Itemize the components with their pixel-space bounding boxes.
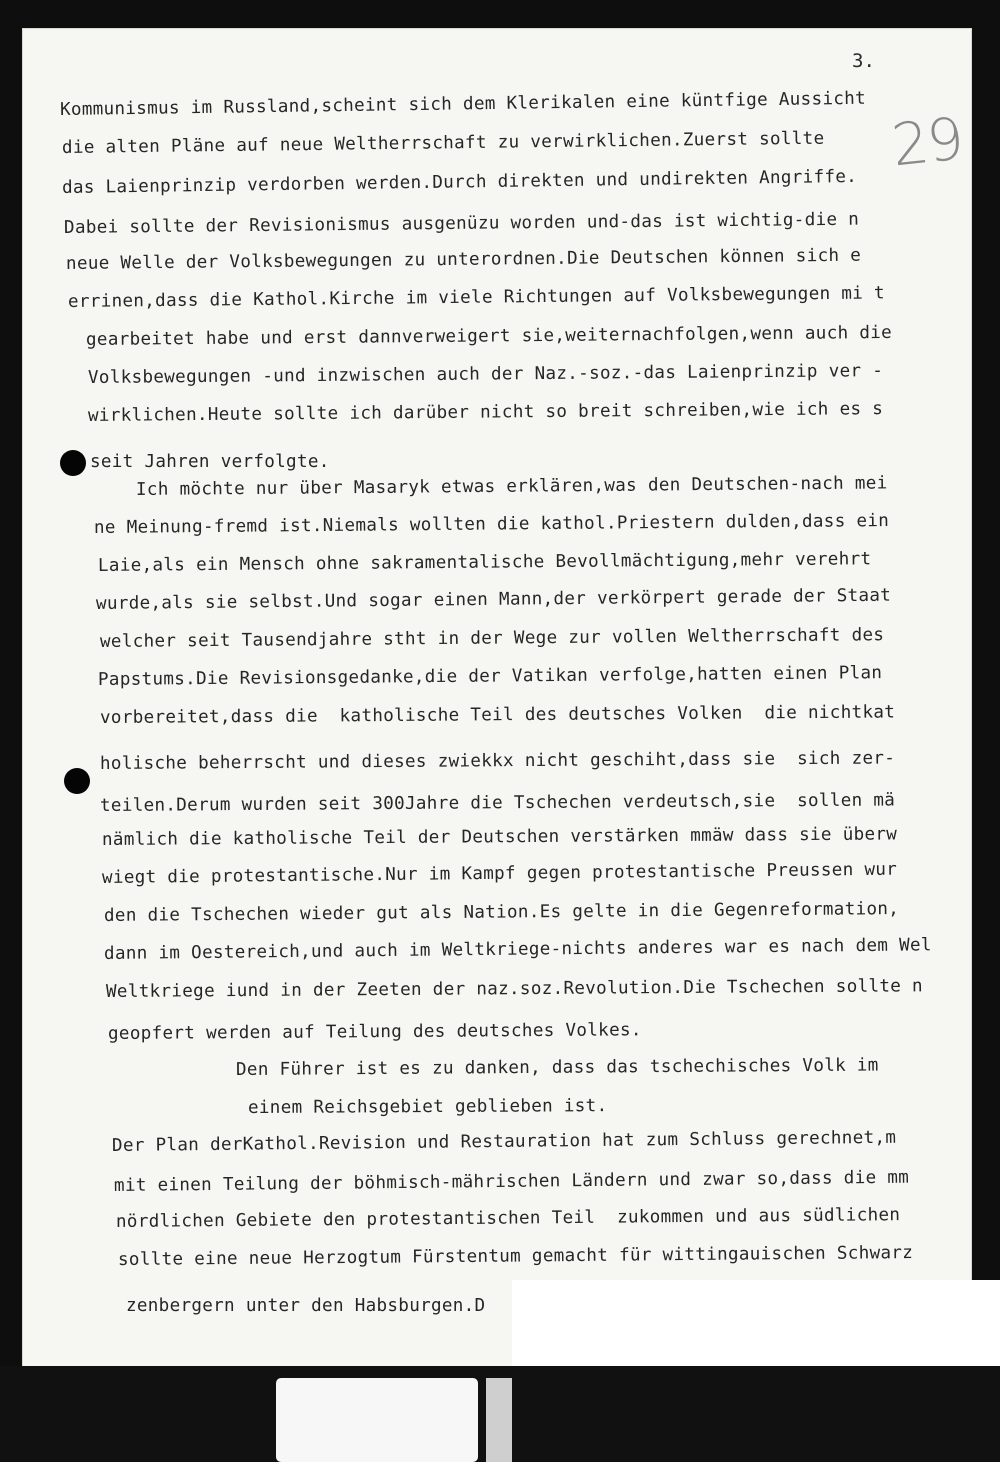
text-line: geopfert werden auf Teilung des deutsches Volkes. bbox=[107, 1020, 642, 1044]
text-line: gearbeitet habe und erst dannverweigert sie,weiternachfolgen,wenn auch die bbox=[85, 322, 893, 350]
text-line: teilen.Derum wurden seit 300Jahre die Tschechen verdeutsch,sie sollen mä bbox=[99, 790, 896, 816]
text-line: Kommunismus im Russland,scheint sich dem Klerikalen eine küntfige Aussicht bbox=[59, 88, 867, 120]
punch-hole bbox=[64, 768, 90, 794]
text-line: wurde,als sie selbst.Und sogar einen Mann,der verkörpert gerade der Staat bbox=[95, 585, 892, 614]
text-line: das Laienprinzip verdorben werden.Durch direkten und undirekten Angriffe. bbox=[61, 166, 858, 198]
punch-hole bbox=[60, 450, 86, 476]
text-line: Der Plan derKathol.Revision und Restauration hat zum Schluss gerechnet,m bbox=[111, 1127, 897, 1156]
text-line: Weltkriege iund in der Zeeten der naz.soz.Revolution.Die Tschechen sollte n bbox=[105, 976, 923, 1002]
text-line: nördlichen Gebiete den protestantischen Teil zukommen und aus südlichen bbox=[115, 1205, 901, 1232]
text-line: holische beherrscht und dieses zwiekkx nicht geschiht,dass sie sich zer- bbox=[99, 748, 896, 774]
label-card bbox=[276, 1378, 478, 1462]
page-number: 3. bbox=[852, 50, 875, 72]
text-line: Laie,als ein Mensch ohne sakramentalische Bevollmächtigung,mehr verehrt bbox=[97, 549, 872, 576]
text-line: ne Meinung-fremd ist.Niemals wollten die kathol.Priestern dulden,dass ein bbox=[93, 511, 890, 538]
text-line: sollte eine neue Herzogtum Fürstentum gemacht für wittingauischen Schwarz bbox=[117, 1243, 914, 1270]
text-line: Ich möchte nur über Masaryk etwas erklären,was den Deutschen-nach mei bbox=[135, 473, 888, 500]
text-line: neue Welle der Volksbewegungen zu unterordnen.Die Deutschen können sich e bbox=[65, 245, 862, 274]
text-line: nämlich die katholische Teil der Deutschen verstärken mmäw dass sie überw bbox=[101, 824, 898, 850]
text-line: vorbereitet,dass die katholische Teil des deutsches Volken die nichtkat bbox=[99, 702, 896, 728]
handwritten-annotation: 29 bbox=[888, 104, 966, 180]
text-line: die alten Pläne auf neue Weltherrschaft zu verwirklichen.Zuerst sollte bbox=[61, 128, 825, 158]
text-line: wiegt die protestantische.Nur im Kampf gegen protestantische Preussen wur bbox=[101, 859, 898, 888]
text-line: den die Tschechen wieder gut als Nation.Es gelte in die Gegenreformation, bbox=[103, 899, 900, 926]
text-line: Volksbewegungen -und inzwischen auch der Naz.-soz.-das Laienprinzip ver - bbox=[87, 361, 884, 388]
text-line: einem Reichsgebiet geblieben ist. bbox=[247, 1096, 608, 1118]
text-line: zenbergern unter den Habsburgen.D bbox=[126, 1296, 486, 1316]
text-line: Den Führer ist es zu danken, dass das tschechisches Volk im bbox=[235, 1055, 879, 1080]
text-line: mit einen Teilung der böhmisch-mährischen Ländern und zwar so,dass die mm bbox=[113, 1167, 910, 1196]
text-line: Dabei sollte der Revisionismus ausgenüzu worden und-das ist wichtig-die n bbox=[63, 209, 860, 238]
text-line: welcher seit Tausendjahre stht in der Wege zur vollen Weltherrschaft des bbox=[99, 625, 885, 652]
text-line: dann im Oestereich,und auch im Weltkriege-nichts anderes war es nach dem Wel bbox=[103, 935, 932, 964]
text-line: errinen,dass die Kathol.Kirche im viele Richtungen auf Volksbewegungen mi t bbox=[67, 283, 885, 312]
scan-strip bbox=[486, 1378, 512, 1462]
text-line: seit Jahren verfolgte. bbox=[90, 452, 330, 472]
text-line: wirklichen.Heute sollte ich darüber nicht so breit schreiben,wie ich es s bbox=[87, 399, 884, 426]
text-line: Papstums.Die Revisionsgedanke,die der Vatikan verfolge,hatten einen Plan bbox=[97, 663, 883, 690]
